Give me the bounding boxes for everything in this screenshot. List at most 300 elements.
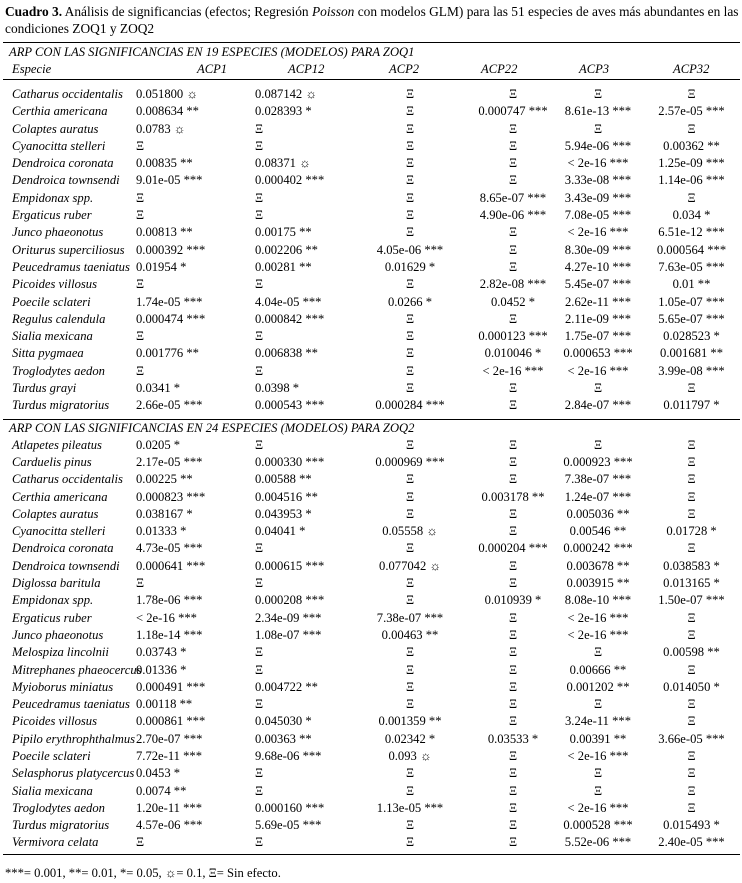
table-row — [3, 138, 740, 155]
cell-acp22: Ξ — [508, 800, 518, 815]
cell-acp3: < 2e-16 *** — [567, 363, 629, 378]
cell-acp32: Ξ — [687, 506, 696, 521]
table-row — [3, 662, 740, 679]
cell-acp2: 0.000284 *** — [375, 398, 445, 413]
cell-acp3: 0.00546 ** — [569, 524, 627, 539]
cell-acp12: 0.004722 ** — [255, 679, 318, 694]
table-row — [3, 345, 740, 362]
cell-acp32: 0.014050 * — [663, 679, 720, 694]
cell-acp3: 8.08e-10 *** — [564, 593, 632, 608]
cell-acp32: 6.51e-12 *** — [658, 225, 725, 240]
cell-acp2: Ξ — [405, 363, 415, 378]
species-name: Turdus migratorius — [12, 398, 110, 413]
cell-acp2: 0.01629 * — [384, 259, 436, 274]
table-row — [3, 454, 740, 471]
cell-acp1: 1.74e-05 *** — [136, 294, 203, 309]
cell-acp2: Ξ — [405, 489, 415, 504]
cell-acp32: Ξ — [687, 714, 696, 729]
cell-acp1: 0.00225 ** — [136, 472, 193, 487]
cell-acp1: 1.78e-06 *** — [136, 593, 203, 608]
cell-acp32: 2.57e-05 *** — [658, 104, 725, 119]
cell-acp32: 1.14e-06 *** — [658, 173, 725, 188]
cell-acp1: 0.000861 *** — [136, 714, 206, 729]
caption-text-italic: Poisson — [311, 4, 355, 19]
table-row — [3, 506, 740, 523]
table-row — [3, 696, 740, 713]
species-name: Certhia americana — [12, 489, 108, 504]
cell-acp1: 0.000823 *** — [136, 489, 206, 504]
cell-acp22: Ξ — [508, 398, 518, 413]
cell-acp1: 0.0341 * — [136, 381, 181, 396]
cell-acp2: Ξ — [405, 121, 415, 136]
cell-acp2: Ξ — [405, 277, 415, 292]
cell-acp3: 0.00666 ** — [569, 662, 627, 677]
cell-acp1: 0.008634 ** — [136, 104, 199, 119]
cell-acp12: 0.002206 ** — [255, 242, 318, 257]
species-name: Selasphorus platycercus — [12, 766, 135, 781]
cell-acp1: Ξ — [136, 138, 145, 153]
cell-acp1: 1.18e-14 *** — [136, 627, 203, 642]
cell-acp1: Ξ — [136, 576, 145, 591]
cell-acp2: Ξ — [405, 697, 415, 712]
cell-acp22: Ξ — [508, 311, 518, 326]
species-name: Regulus calendula — [12, 311, 106, 326]
cell-acp22: Ξ — [508, 835, 518, 850]
table-row — [3, 644, 740, 661]
cell-acp12: 5.69e-05 *** — [255, 818, 322, 833]
cell-acp32: 0.015493 * — [663, 818, 720, 833]
cell-acp2: Ξ — [405, 783, 415, 798]
cell-acp32: 0.000564 *** — [656, 242, 727, 257]
cell-acp2: Ξ — [405, 818, 415, 833]
table-row — [3, 748, 740, 765]
table-row — [3, 523, 740, 540]
cell-acp32: Ξ — [687, 472, 696, 487]
table-row — [3, 363, 740, 380]
cell-acp1: 4.57e-06 *** — [136, 818, 203, 833]
species-name: Sitta pygmaea — [12, 346, 84, 361]
cell-acp12: Ξ — [255, 662, 264, 677]
cell-acp32: 0.013165 * — [663, 576, 720, 591]
cell-acp2: 4.05e-06 *** — [376, 242, 444, 257]
species-name: Pipilo erythrophthalmus — [12, 731, 136, 746]
table-row — [3, 679, 740, 696]
species-name: Dendroica coronata — [12, 156, 114, 171]
cell-acp3: 5.45e-07 *** — [564, 277, 632, 292]
cell-acp3: 3.24e-11 *** — [565, 714, 631, 729]
cell-acp2: Ξ — [405, 104, 415, 119]
cell-acp12: 0.000402 *** — [255, 173, 325, 188]
table-row — [3, 103, 740, 120]
cell-acp1: 2.66e-05 *** — [136, 398, 203, 413]
cell-acp22: Ξ — [508, 156, 518, 171]
cell-acp32: 3.66e-05 *** — [658, 731, 725, 746]
table-row — [3, 731, 740, 748]
cell-acp32: Ξ — [687, 190, 696, 205]
cell-acp2: 0.001359 ** — [378, 714, 442, 729]
cell-acp2: Ξ — [405, 576, 415, 591]
cell-acp22: Ξ — [508, 679, 518, 694]
cell-acp32: 1.25e-09 *** — [658, 156, 725, 171]
cell-acp3: 3.33e-08 *** — [564, 173, 632, 188]
cell-acp12: 0.000330 *** — [255, 454, 325, 469]
cell-acp22: Ξ — [508, 506, 518, 521]
cell-acp12: 0.00175 ** — [255, 225, 312, 240]
species-name: Poecile sclateri — [12, 748, 91, 763]
cell-acp22: < 2e-16 *** — [482, 363, 544, 378]
cell-acp12: 0.006838 ** — [255, 346, 318, 361]
cell-acp3: 8.30e-09 *** — [564, 242, 632, 257]
cell-acp3: 0.00391 ** — [569, 731, 627, 746]
cell-acp12: 9.68e-06 *** — [255, 748, 322, 763]
species-name: Oriturus superciliosus — [12, 242, 125, 257]
cell-acp12: Ξ — [255, 697, 264, 712]
cell-acp32: Ξ — [687, 800, 696, 815]
cell-acp3: 3.43e-09 *** — [564, 190, 632, 205]
cell-acp3: Ξ — [593, 87, 603, 101]
species-name: Troglodytes aedon — [12, 800, 105, 815]
cell-acp3: Ξ — [593, 381, 603, 396]
header-acp1: ACP1 — [197, 62, 228, 76]
cell-acp12: Ξ — [255, 437, 264, 452]
header-acp2: ACP2 — [389, 62, 420, 76]
cell-acp1: 0.00835 ** — [136, 156, 193, 171]
cell-acp12: 0.000543 *** — [255, 398, 325, 413]
cell-acp12: Ξ — [255, 121, 264, 136]
cell-acp22: Ξ — [508, 472, 518, 487]
species-name: Poecile sclateri — [12, 294, 91, 309]
cell-acp3: < 2e-16 *** — [567, 225, 629, 240]
cell-acp3: 2.84e-07 *** — [564, 398, 632, 413]
cell-acp2: 0.000969 *** — [375, 454, 445, 469]
cell-acp3: 2.62e-11 *** — [565, 294, 631, 309]
table-row — [3, 121, 740, 138]
section-body-zoq1 — [3, 86, 740, 415]
cell-acp3: Ξ — [593, 437, 603, 452]
section-title-zoq2: ARP CON LAS SIGNIFICANCIAS EN 24 ESPECIES (MODELOS) PARA ZOQ2 — [3, 419, 740, 437]
section-body-zoq2 — [3, 437, 740, 852]
cell-acp2: Ξ — [405, 190, 415, 205]
species-name: Junco phaeonotus — [12, 225, 104, 240]
cell-acp2: Ξ — [405, 138, 415, 153]
cell-acp2: Ξ — [405, 541, 415, 556]
cell-acp2: 0.0266 * — [387, 294, 433, 309]
cell-acp32: Ξ — [687, 437, 696, 452]
cell-acp32: Ξ — [687, 697, 696, 712]
cell-acp3: 0.003678 ** — [566, 558, 630, 573]
cell-acp3: 5.94e-06 *** — [564, 138, 632, 153]
cell-acp3: Ξ — [593, 697, 603, 712]
cell-acp3: < 2e-16 *** — [567, 610, 629, 625]
cell-acp22: 0.010939 * — [484, 593, 542, 608]
cell-acp12: 0.04041 * — [255, 524, 306, 539]
cell-acp2: Ξ — [405, 766, 415, 781]
cell-acp1: Ξ — [136, 208, 145, 223]
cell-acp2: 0.00463 ** — [381, 627, 439, 642]
cell-acp3: 0.005036 ** — [566, 506, 630, 521]
table-row — [3, 328, 740, 345]
cell-acp1: 2.70e-07 *** — [136, 731, 203, 746]
cell-acp22: Ξ — [508, 627, 518, 642]
cell-acp2: Ξ — [405, 645, 415, 660]
cell-acp1: Ξ — [136, 190, 145, 205]
header-acp3: ACP3 — [579, 62, 610, 76]
cell-acp22: Ξ — [508, 437, 518, 452]
cell-acp3: Ξ — [593, 645, 603, 660]
cell-acp32: 0.00598 ** — [663, 645, 720, 660]
table-row — [3, 172, 740, 189]
cell-acp3: 0.000653 *** — [563, 346, 633, 361]
cell-acp3: 0.000242 *** — [563, 541, 633, 556]
cell-acp3: 2.11e-09 *** — [565, 311, 631, 326]
table-row — [3, 800, 740, 817]
cell-acp12: 0.000842 *** — [255, 311, 325, 326]
cell-acp12: Ξ — [255, 645, 264, 660]
cell-acp3: < 2e-16 *** — [567, 748, 629, 763]
cell-acp22: Ξ — [508, 87, 518, 101]
species-name: Sialia mexicana — [12, 783, 93, 798]
table-row — [3, 610, 740, 627]
cell-acp12: 0.045030 * — [255, 714, 312, 729]
cell-acp1: 7.72e-11 *** — [136, 748, 202, 763]
cell-acp2: 7.38e-07 *** — [376, 610, 444, 625]
species-name: Picoides villosus — [12, 277, 97, 292]
table-row — [3, 783, 740, 800]
cell-acp32: 1.05e-07 *** — [658, 294, 725, 309]
cell-acp32: 0.028523 * — [663, 329, 720, 344]
table-row — [3, 276, 740, 293]
cell-acp1: 0.00118 ** — [136, 697, 193, 712]
cell-acp12: 4.04e-05 *** — [255, 294, 322, 309]
species-name: Peucedramus taeniatus — [12, 697, 130, 712]
cell-acp2: Ξ — [405, 593, 415, 608]
cell-acp1: < 2e-16 *** — [136, 610, 197, 625]
cell-acp1: 0.0205 * — [136, 437, 181, 452]
cell-acp32: 0.001681 ** — [660, 346, 723, 361]
table-bottom-rule — [3, 854, 740, 855]
species-name: Picoides villosus — [12, 714, 97, 729]
cell-acp32: Ξ — [687, 610, 696, 625]
cell-acp12: Ξ — [255, 363, 264, 378]
caption-label: Cuadro 3. — [5, 4, 63, 19]
table-row — [3, 471, 740, 488]
cell-acp2: 1.13e-05 *** — [376, 800, 444, 815]
cell-acp1: 0.01954 * — [136, 259, 187, 274]
cell-acp2: Ξ — [405, 87, 415, 101]
cell-acp32: Ξ — [687, 381, 696, 396]
species-name: Colaptes auratus — [12, 121, 99, 136]
cell-acp32: Ξ — [687, 662, 696, 677]
cell-acp32: Ξ — [687, 541, 696, 556]
cell-acp3: 0.000923 *** — [563, 454, 633, 469]
cell-acp12: Ξ — [255, 783, 264, 798]
cell-acp3: Ξ — [593, 121, 603, 136]
cell-acp2: Ξ — [405, 472, 415, 487]
cell-acp2: Ξ — [405, 437, 415, 452]
species-name: Diglossa baritula — [12, 576, 101, 591]
section-title-zoq1: ARP CON LAS SIGNIFICANCIAS EN 19 ESPECIES (MODELOS) PARA ZOQ1 — [9, 45, 415, 59]
cell-acp2: Ξ — [405, 506, 415, 521]
cell-acp22: Ξ — [508, 645, 518, 660]
species-name: Dendroica coronata — [12, 541, 114, 556]
cell-acp12: 0.043953 * — [255, 506, 312, 521]
cell-acp1: Ξ — [136, 277, 145, 292]
table-row — [3, 713, 740, 730]
cell-acp22: Ξ — [508, 697, 518, 712]
table-row — [3, 489, 740, 506]
cell-acp12: 0.00281 ** — [255, 259, 312, 274]
header-acp22: ACP22 — [481, 62, 518, 76]
cell-acp2: 0.093 ☼ — [388, 748, 432, 763]
species-name: Melospiza lincolnii — [12, 645, 109, 660]
table-row — [3, 155, 740, 172]
cell-acp3: 0.001202 ** — [566, 679, 630, 694]
cell-acp3: 1.24e-07 *** — [564, 489, 632, 504]
species-name: Certhia americana — [12, 104, 108, 119]
cell-acp3: Ξ — [593, 783, 603, 798]
cell-acp1: Ξ — [136, 835, 145, 850]
cell-acp1: 4.73e-05 *** — [136, 541, 203, 556]
header-acp12: ACP12 — [288, 62, 325, 76]
cell-acp12: 0.000208 *** — [255, 593, 325, 608]
cell-acp22: Ξ — [508, 242, 518, 257]
cell-acp32: Ξ — [687, 627, 696, 642]
cell-acp3: 5.52e-06 *** — [564, 835, 632, 850]
species-name: Junco phaeonotus — [12, 627, 104, 642]
cell-acp22: Ξ — [508, 138, 518, 153]
cell-acp2: Ξ — [405, 381, 415, 396]
cell-acp22: 0.000204 *** — [478, 541, 548, 556]
cell-acp32: 1.50e-07 *** — [658, 593, 725, 608]
species-name: Dendroica townsendi — [12, 558, 120, 573]
cell-acp3: 7.38e-07 *** — [564, 472, 632, 487]
table-row — [3, 765, 740, 782]
cell-acp3: 7.08e-05 *** — [564, 208, 632, 223]
cell-acp32: Ξ — [687, 748, 696, 763]
cell-acp1: 0.000392 *** — [136, 242, 206, 257]
species-name: Ergaticus ruber — [12, 610, 92, 625]
header-row — [3, 61, 740, 80]
header-acp32: ACP32 — [673, 62, 710, 76]
cell-acp22: Ξ — [508, 748, 518, 763]
cell-acp12: Ξ — [255, 208, 264, 223]
cell-acp22: 0.000747 *** — [478, 104, 548, 119]
cell-acp12: 0.028393 * — [255, 104, 312, 119]
caption-text-post: con modelos GLM) para las 51 especies de aves más abundantes en las condiciones ZOQ1 y ZOQ2 — [5, 4, 739, 36]
cell-acp32: 0.011797 * — [663, 398, 720, 413]
cell-acp2: Ξ — [405, 225, 415, 240]
cell-acp12: 2.34e-09 *** — [255, 610, 322, 625]
cell-acp12: 1.08e-07 *** — [255, 627, 322, 642]
cell-acp12: 0.0398 * — [255, 381, 300, 396]
cell-acp3: < 2e-16 *** — [567, 800, 629, 815]
significance-table — [3, 42, 740, 855]
table-caption — [5, 3, 740, 37]
table-row — [3, 259, 740, 276]
cell-acp12: Ξ — [255, 138, 264, 153]
cell-acp1: 0.0783 ☼ — [136, 121, 186, 136]
table-row — [3, 380, 740, 397]
cell-acp12: 0.000615 *** — [255, 558, 325, 573]
cell-acp22: Ξ — [508, 558, 518, 573]
species-name: Turdus migratorius — [12, 818, 110, 833]
table-row — [3, 817, 740, 834]
species-name: Myioborus miniatus — [12, 679, 114, 694]
cell-acp2: 0.05558 ☼ — [382, 524, 438, 539]
cell-acp1: 0.01336 * — [136, 662, 187, 677]
cell-acp1: 0.00813 ** — [136, 225, 193, 240]
cell-acp32: 3.99e-08 *** — [658, 363, 725, 378]
table-row — [3, 242, 740, 259]
table-row — [3, 558, 740, 575]
cell-acp1: 1.20e-11 *** — [136, 800, 202, 815]
species-name: Cyanocitta stelleri — [12, 138, 106, 153]
cell-acp22: Ξ — [508, 662, 518, 677]
cell-acp1: 2.17e-05 *** — [136, 454, 203, 469]
cell-acp22: Ξ — [508, 576, 518, 591]
cell-acp32: 0.00362 ** — [663, 138, 720, 153]
table-row — [3, 224, 740, 241]
cell-acp22: 4.90e-06 *** — [479, 208, 547, 223]
cell-acp22: Ξ — [508, 766, 518, 781]
cell-acp2: Ξ — [405, 329, 415, 344]
cell-acp22: Ξ — [508, 524, 518, 539]
species-name: Peucedramus taeniatus — [12, 259, 130, 274]
cell-acp3: 8.61e-13 *** — [564, 104, 632, 119]
table-row — [3, 592, 740, 609]
table-row — [3, 207, 740, 224]
cell-acp22: Ξ — [508, 818, 518, 833]
table-row — [3, 437, 740, 454]
cell-acp32: 0.038583 * — [663, 558, 720, 573]
cell-acp32: Ξ — [687, 783, 696, 798]
cell-acp1: 0.03743 * — [136, 645, 187, 660]
cell-acp12: Ξ — [255, 190, 264, 205]
cell-acp22: 0.000123 *** — [478, 329, 548, 344]
cell-acp22: Ξ — [508, 121, 518, 136]
caption-text-pre: Análisis de significancias (efectos; Regresión — [62, 4, 312, 19]
cell-acp32: 0.01728 * — [666, 524, 717, 539]
cell-acp2: Ξ — [405, 208, 415, 223]
cell-acp12: 0.08371 ☼ — [255, 156, 311, 171]
cell-acp12: 0.000160 *** — [255, 800, 325, 815]
cell-acp32: Ξ — [687, 87, 696, 101]
cell-acp3: 0.000528 *** — [563, 818, 633, 833]
cell-acp2: Ξ — [405, 835, 415, 850]
table-row — [3, 397, 740, 414]
header-species: Especie — [12, 62, 52, 76]
cell-acp1: 0.0074 ** — [136, 783, 187, 798]
cell-acp12: Ξ — [255, 576, 264, 591]
table-row — [3, 294, 740, 311]
cell-acp1: 0.001776 ** — [136, 346, 199, 361]
species-name: Colaptes auratus — [12, 506, 99, 521]
cell-acp3: 1.75e-07 *** — [564, 329, 632, 344]
cell-acp32: Ξ — [687, 454, 696, 469]
cell-acp3: Ξ — [593, 766, 603, 781]
cell-acp22: Ξ — [508, 173, 518, 188]
cell-acp2: Ξ — [405, 173, 415, 188]
cell-acp12: 0.00588 ** — [255, 472, 312, 487]
cell-acp12: Ξ — [255, 541, 264, 556]
cell-acp22: Ξ — [508, 454, 518, 469]
cell-acp22: Ξ — [508, 381, 518, 396]
cell-acp32: Ξ — [687, 121, 696, 136]
species-name: Catharus occidentalis — [12, 472, 123, 487]
cell-acp1: Ξ — [136, 363, 145, 378]
cell-acp2: Ξ — [405, 311, 415, 326]
table-row — [3, 311, 740, 328]
